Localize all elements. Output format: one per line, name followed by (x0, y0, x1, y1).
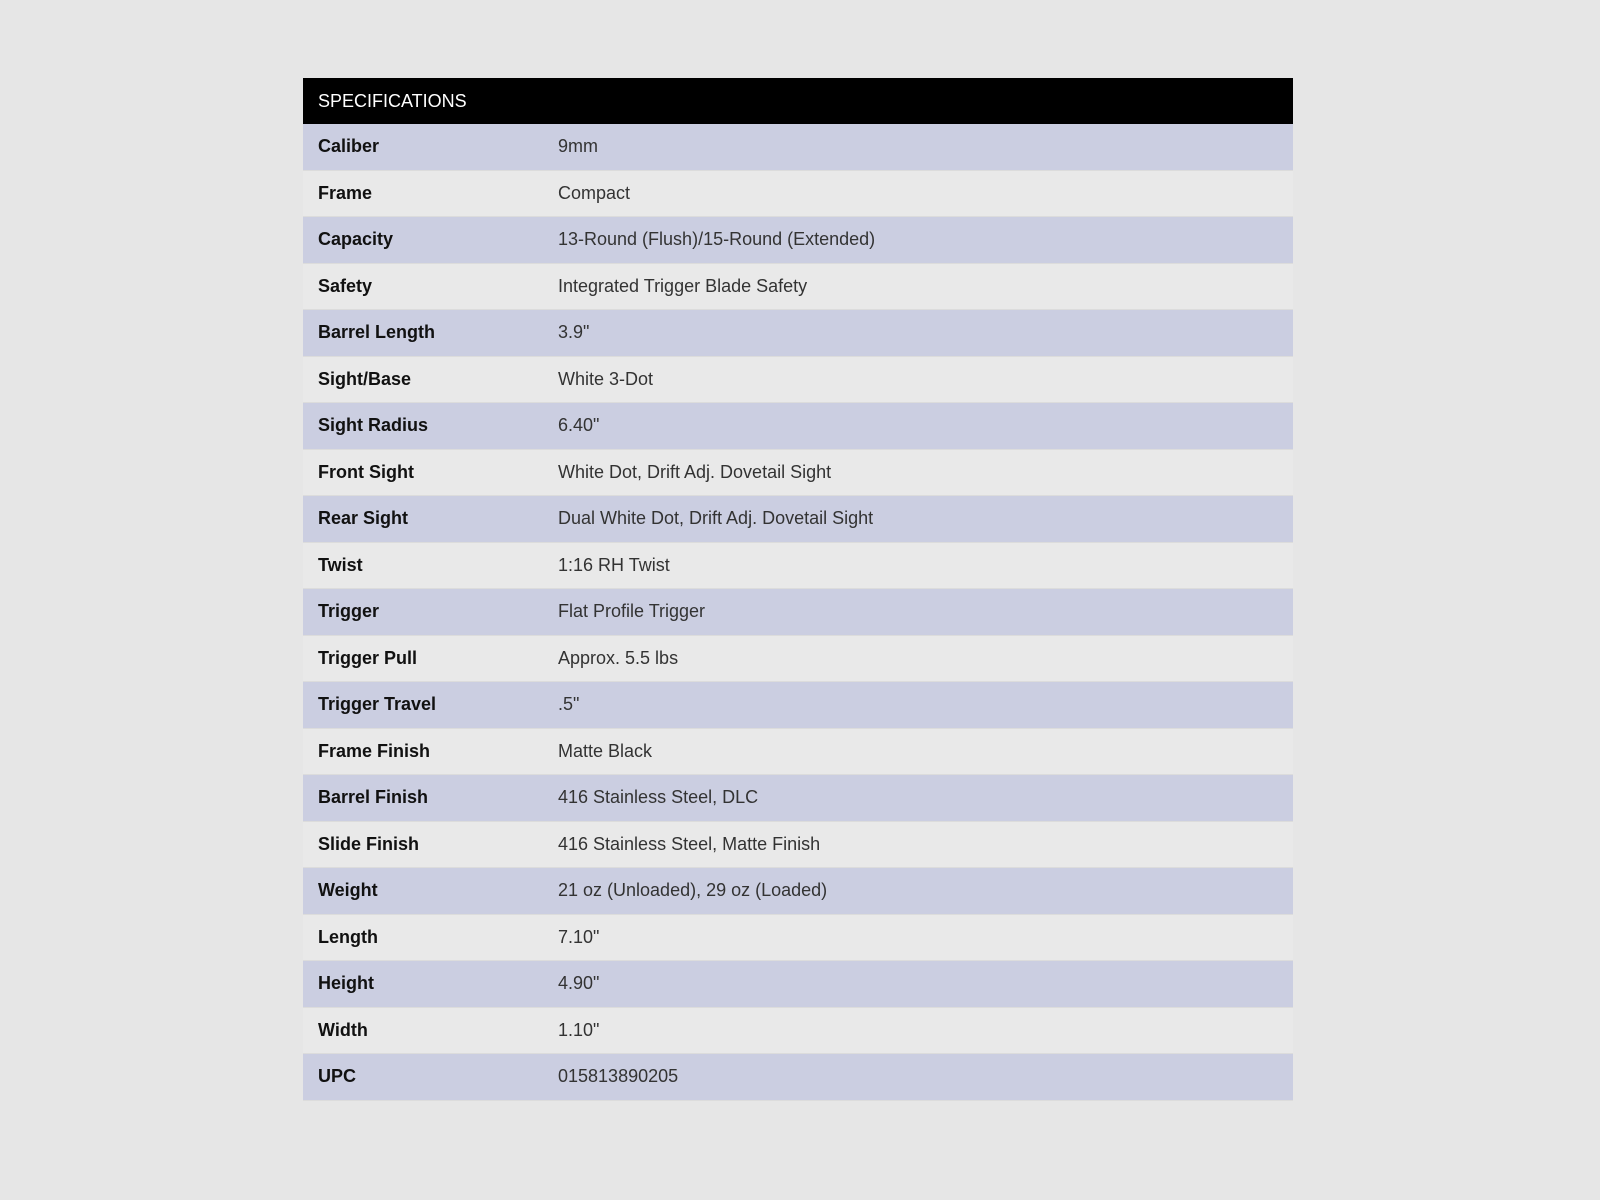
table-row (303, 543, 1293, 590)
row-value: White Dot, Drift Adj. Dovetail Sight (558, 461, 832, 482)
row-label: Frame Finish (318, 740, 431, 761)
row-label: Barrel Finish (318, 787, 429, 808)
row-value: 015813890205 (558, 1066, 679, 1087)
row-value: 416 Stainless Steel, Matte Finish (558, 833, 821, 854)
row-label: Sight/Base (318, 368, 412, 389)
table-row (303, 636, 1293, 683)
table-row (303, 310, 1293, 357)
row-label: Length (318, 926, 378, 947)
row-label: Sight Radius (318, 415, 429, 436)
table-row (303, 961, 1293, 1008)
row-label: Capacity (318, 229, 394, 250)
table-row (303, 1054, 1293, 1101)
table-row (303, 868, 1293, 915)
table-row (303, 589, 1293, 636)
row-value: Flat Profile Trigger (558, 601, 706, 622)
row-label: Caliber (318, 136, 380, 157)
row-value: White 3-Dot (558, 368, 654, 389)
row-label: Trigger (318, 601, 380, 622)
row-value: Integrated Trigger Blade Safety (558, 275, 808, 296)
row-label: Barrel Length (318, 322, 436, 343)
row-label: Weight (318, 880, 378, 901)
table-row (303, 450, 1293, 497)
row-value: Approx. 5.5 lbs (558, 647, 679, 668)
row-value: 1.10" (558, 1019, 600, 1040)
table-row (303, 1008, 1293, 1055)
table-row (303, 217, 1293, 264)
table-row (303, 124, 1293, 171)
table-row (303, 357, 1293, 404)
row-value: Compact (558, 182, 631, 203)
row-label: Width (318, 1019, 368, 1040)
row-label: Safety (318, 275, 373, 296)
row-label: Twist (318, 554, 363, 575)
row-value: 1:16 RH Twist (558, 554, 670, 575)
table-row (303, 171, 1293, 218)
table-title: SPECIFICATIONS (303, 78, 1293, 124)
row-label: Trigger Pull (318, 647, 418, 668)
row-label: Rear Sight (318, 508, 409, 529)
row-label: Trigger Travel (318, 694, 437, 715)
row-value: Dual White Dot, Drift Adj. Dovetail Sight (558, 508, 874, 529)
row-value: 13-Round (Flush)/15-Round (Extended) (558, 229, 876, 250)
row-value: 416 Stainless Steel, DLC (558, 787, 759, 808)
row-value: 6.40" (558, 415, 600, 436)
specifications-table (303, 78, 1293, 1101)
row-label: Height (318, 973, 374, 994)
row-label: Slide Finish (318, 833, 420, 854)
row-value: 4.90" (558, 973, 600, 994)
table-row (303, 822, 1293, 869)
row-value: Matte Black (558, 740, 653, 761)
table-row (303, 729, 1293, 776)
row-value: .5" (558, 694, 580, 715)
row-label: Front Sight (318, 461, 414, 482)
table-row (303, 496, 1293, 543)
table-row (303, 403, 1293, 450)
table-row (303, 682, 1293, 729)
row-label: UPC (318, 1066, 357, 1087)
row-value: 7.10" (558, 926, 600, 947)
table-row (303, 775, 1293, 822)
row-value: 3.9" (558, 322, 590, 343)
row-label: Frame (318, 182, 373, 203)
row-value: 9mm (558, 136, 598, 157)
row-value: 21 oz (Unloaded), 29 oz (Loaded) (558, 880, 828, 901)
table-row (303, 264, 1293, 311)
table-body (303, 124, 1293, 1101)
table-row (303, 915, 1293, 962)
